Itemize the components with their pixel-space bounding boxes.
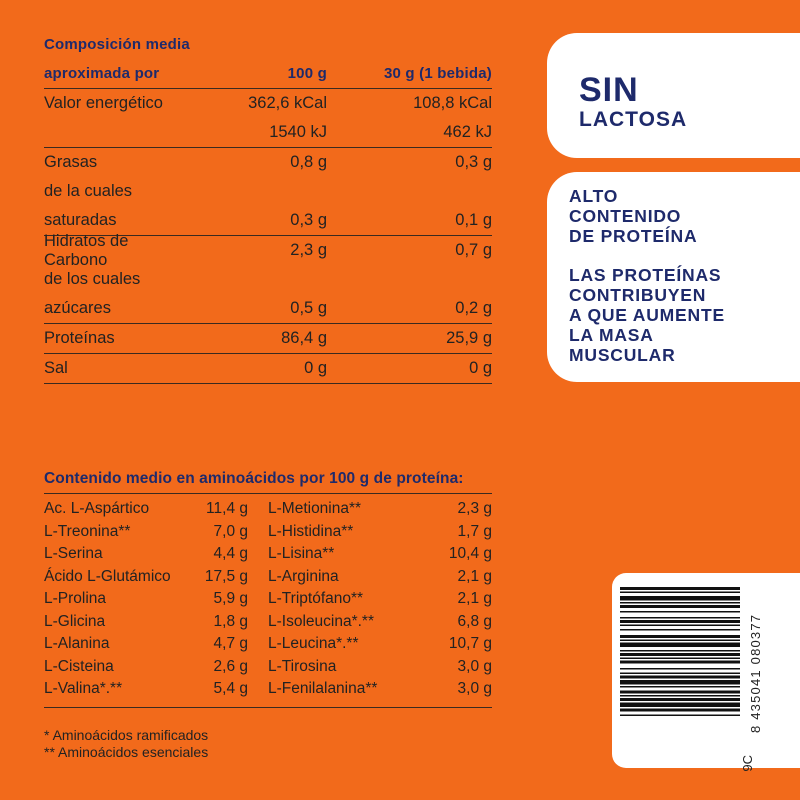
nutrition-row [44, 324, 492, 354]
nutrient-label: azúcares [44, 299, 111, 317]
amino-value: 2,6 g [213, 657, 248, 675]
value-per-30g: 0 g [469, 359, 492, 377]
header-label-line2: aproximada por [44, 65, 160, 82]
amino-name: L-Treonina** [44, 522, 131, 540]
barcode-icon [620, 585, 740, 761]
claim-muscle-mass: LAS PROTEÍNAS CONTRIBUYEN A QUE AUMENTE LA MASA MUSCULAR [569, 265, 725, 365]
amino-row [44, 543, 248, 566]
amino-name: L-Histidina** [268, 522, 354, 540]
value-per-100g: 2,3 g [290, 241, 327, 259]
nutrition-header-row-2 [44, 59, 492, 89]
amino-name: L-Fenilalanina** [268, 680, 378, 698]
amino-value: 3,0 g [457, 657, 492, 675]
amino-name: L-Alanina [44, 635, 110, 653]
amino-name: L-Valina*.** [44, 680, 123, 698]
footnotes [44, 727, 208, 761]
amino-name: L-Prolina [44, 590, 107, 608]
amino-name: Ácido L-Glutámico [44, 567, 171, 585]
amino-value: 11,4 g [206, 500, 248, 518]
amino-row [268, 588, 492, 611]
nutrition-header-row-1 [44, 30, 492, 59]
nutrient-label: Valor energético [44, 94, 163, 112]
amino-grid [44, 494, 492, 708]
value-per-100g: 362,6 kCal [248, 94, 327, 112]
value-per-30g: 0,3 g [455, 153, 492, 171]
barcode-panel [612, 573, 800, 768]
amino-value: 5,4 g [213, 680, 248, 698]
amino-value: 17,5 g [204, 567, 248, 585]
value-per-100g: 0,8 g [290, 153, 327, 171]
amino-column-right [268, 498, 492, 701]
nutrition-row [44, 231, 492, 269]
nutrition-row [44, 265, 492, 294]
amino-row [268, 611, 492, 634]
amino-row [268, 543, 492, 566]
value-per-100g: 0,5 g [290, 299, 327, 317]
nutrient-label: saturadas [44, 211, 117, 229]
amino-name: L-Isoleucina*.** [268, 612, 374, 630]
nutrient-label: Proteínas [44, 329, 115, 347]
amino-row [268, 566, 492, 589]
lactose-free-badge [547, 33, 800, 158]
amino-value: 3,0 g [457, 680, 492, 698]
nutrient-label: Hidratos de Carbono [44, 231, 129, 269]
nutrition-row [44, 148, 492, 177]
amino-value: 10,7 g [448, 635, 492, 653]
nutrition-row [44, 294, 492, 324]
value-per-30g: 0,1 g [455, 211, 492, 229]
amino-acid-table [44, 470, 492, 708]
amino-row [44, 588, 248, 611]
nutrient-label: de la cuales [44, 182, 133, 200]
amino-name: L-Glicina [44, 612, 106, 630]
value-per-30g: 0,2 g [455, 299, 492, 317]
footnote-branched: * Aminoácidos ramificados [44, 727, 209, 743]
header-col-30g: 30 g (1 bebida) [383, 65, 492, 82]
value-per-30g: 462 kJ [443, 123, 492, 141]
amino-value: 6,8 g [457, 612, 492, 630]
amino-value: 1,8 g [213, 612, 248, 630]
value-per-100g: 1540 kJ [269, 123, 327, 141]
value-per-30g: 108,8 kCal [413, 94, 492, 112]
amino-value: 4,4 g [213, 545, 248, 563]
amino-row [268, 633, 492, 656]
amino-row [44, 566, 248, 589]
badge-line2: LACTOSA [579, 108, 688, 131]
value-per-30g: 25,9 g [446, 329, 492, 347]
amino-name: L-Leucina*.** [268, 635, 359, 653]
amino-name: L-Serina [44, 545, 103, 563]
barcode-digits: 8 435041 080377 [748, 613, 763, 733]
header-label-line1: Composición media [44, 36, 190, 53]
amino-title: Contenido medio en aminoácidos por 100 g de proteína: [44, 470, 492, 494]
value-per-100g: 86,4 g [281, 329, 327, 347]
amino-name: L-Triptófano** [268, 590, 364, 608]
amino-value: 4,7 g [213, 635, 248, 653]
claims-panel [547, 172, 800, 382]
amino-column-left [44, 498, 268, 701]
amino-row [268, 521, 492, 544]
amino-value: 2,3 g [457, 500, 492, 518]
amino-value: 2,1 g [457, 567, 492, 585]
amino-row [44, 521, 248, 544]
amino-row [44, 633, 248, 656]
amino-name: Ac. L-Aspártico [44, 500, 150, 518]
amino-name: L-Tirosina [268, 657, 337, 675]
amino-row [44, 611, 248, 634]
amino-row [44, 678, 248, 701]
amino-name: L-Metionina** [268, 500, 362, 518]
value-per-100g: 0,3 g [290, 211, 327, 229]
value-per-100g: 0 g [304, 359, 327, 377]
amino-row [44, 498, 248, 521]
nutrition-row [44, 118, 492, 148]
amino-value: 5,9 g [213, 590, 248, 608]
amino-value: 10,4 g [448, 545, 492, 563]
amino-name: L-Cisteina [44, 657, 114, 675]
nutrient-label: Grasas [44, 153, 98, 171]
nutrient-label: Sal [44, 359, 68, 377]
amino-row [44, 656, 248, 679]
nutrition-row [44, 177, 492, 206]
nutrition-row [44, 89, 492, 118]
footnote-essential: ** Aminoácidos esenciales [44, 744, 209, 760]
batch-code: 9C [740, 755, 755, 772]
nutrient-label: de los cuales [44, 270, 141, 288]
value-per-30g: 0,7 g [455, 241, 492, 259]
amino-row [268, 656, 492, 679]
badge-line1: SIN [579, 71, 639, 109]
amino-value: 1,7 g [457, 522, 492, 540]
amino-row [268, 498, 492, 521]
nutrition-row [44, 354, 492, 384]
amino-name: L-Arginina [268, 567, 339, 585]
claim-high-protein: ALTO CONTENIDO DE PROTEÍNA [569, 186, 698, 246]
amino-value: 2,1 g [457, 590, 492, 608]
amino-value: 7,0 g [213, 522, 248, 540]
amino-name: L-Lisina** [268, 545, 335, 563]
amino-row [268, 678, 492, 701]
nutrition-table [44, 30, 492, 384]
header-col-100g: 100 g [287, 65, 327, 82]
